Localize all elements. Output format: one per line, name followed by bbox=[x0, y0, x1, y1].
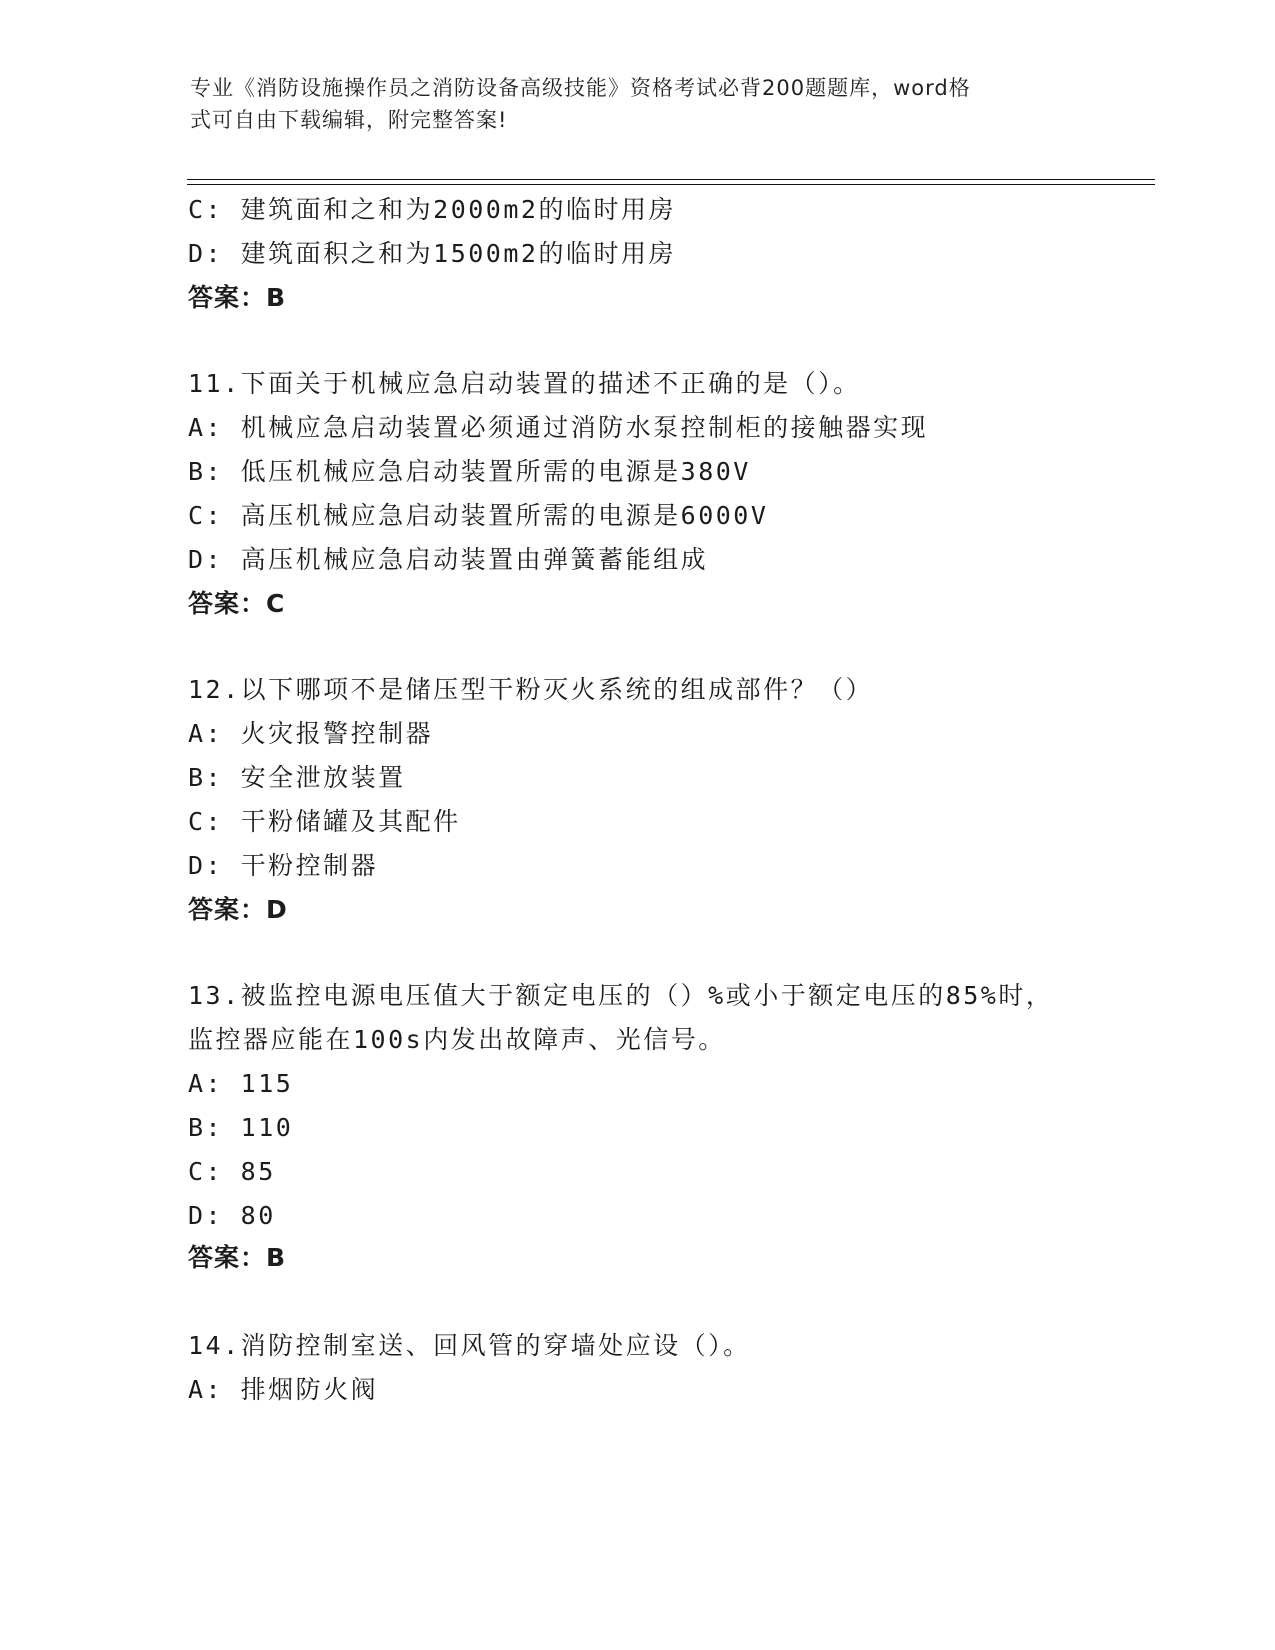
prev-question-answer: 答案：B bbox=[188, 283, 287, 312]
question-13-option-b: B: 110 bbox=[188, 1113, 294, 1142]
question-12-answer: 答案：D bbox=[188, 895, 288, 924]
question-11-option-d: D: 高压机械应急启动装置由弹簧蓄能组成 bbox=[188, 545, 709, 574]
question-13-stem-line-2: 监控器应能在100s内发出故障声、光信号。 bbox=[188, 1025, 726, 1054]
prev-question-option-d: D: 建筑面积之和为1500m2的临时用房 bbox=[188, 239, 676, 268]
document-header bbox=[190, 72, 1070, 136]
question-13-answer: 答案：B bbox=[188, 1243, 287, 1272]
question-11-option-b: B: 低压机械应急启动装置所需的电源是380V bbox=[188, 457, 751, 486]
question-12-option-d: D: 干粉控制器 bbox=[188, 851, 379, 880]
question-13-option-a: A: 115 bbox=[188, 1069, 294, 1098]
question-12-option-c: C: 干粉储罐及其配件 bbox=[188, 807, 461, 836]
header-divider-bottom bbox=[187, 184, 1155, 185]
question-11-stem: 11.下面关于机械应急启动装置的描述不正确的是（）。 bbox=[188, 369, 861, 398]
header-title-line-2: 式可自由下载编辑，附完整答案! bbox=[190, 108, 508, 132]
header-divider-top bbox=[187, 179, 1155, 180]
question-11-option-a: A: 机械应急启动装置必须通过消防水泵控制柜的接触器实现 bbox=[188, 413, 929, 442]
question-13-option-d: D: 80 bbox=[188, 1201, 276, 1230]
question-13-stem-line-1: 13.被监控电源电压值大于额定电压的（）%或小于额定电压的85%时， bbox=[188, 981, 1054, 1010]
question-12-option-b: B: 安全泄放装置 bbox=[188, 763, 406, 792]
question-14-stem: 14.消防控制室送、回风管的穿墙处应设（）。 bbox=[188, 1331, 751, 1360]
question-14-option-a: A: 排烟防火阀 bbox=[188, 1375, 379, 1404]
question-12-stem: 12.以下哪项不是储压型干粉灭火系统的组成部件？（） bbox=[188, 675, 874, 704]
prev-question-option-c: C: 建筑面和之和为2000m2的临时用房 bbox=[188, 195, 676, 224]
header-title-line-1: 专业《消防设施操作员之消防设备高级技能》资格考试必背200题题库，word格 bbox=[190, 76, 971, 100]
question-11-option-c: C: 高压机械应急启动装置所需的电源是6000V bbox=[188, 501, 769, 530]
question-13-option-c: C: 85 bbox=[188, 1157, 276, 1186]
question-12-option-a: A: 火灾报警控制器 bbox=[188, 719, 434, 748]
question-11-answer: 答案：C bbox=[188, 589, 286, 618]
